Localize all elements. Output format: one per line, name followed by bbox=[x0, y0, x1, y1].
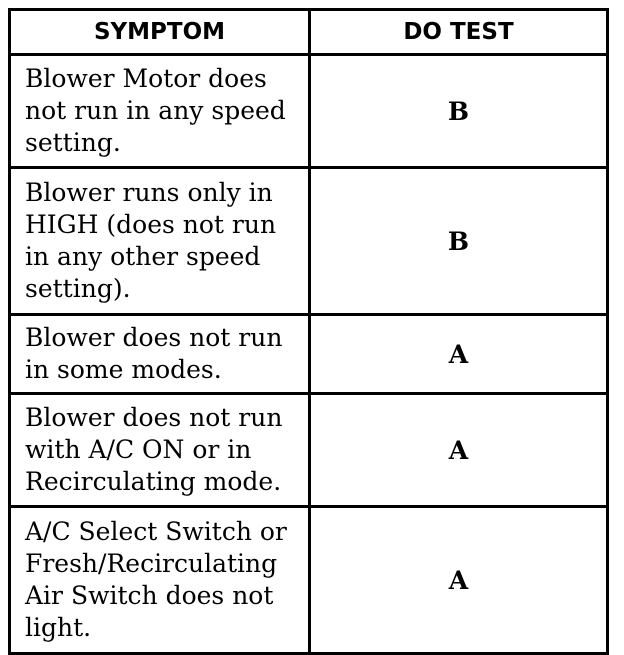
header-symptom: SYMPTOM bbox=[10, 10, 310, 55]
symptom-test-table bbox=[8, 8, 609, 655]
symptom-cell: Blower runs only in HIGH (does not run in any other speed setting). bbox=[10, 168, 310, 315]
table-row bbox=[10, 315, 608, 394]
header-do-test: DO TEST bbox=[310, 10, 608, 55]
symptom-cell: Blower does not run in some modes. bbox=[10, 315, 310, 394]
table-body bbox=[10, 55, 608, 654]
test-cell: B bbox=[310, 168, 608, 315]
table-row bbox=[10, 55, 608, 168]
table-row bbox=[10, 507, 608, 654]
symptom-cell: A/C Select Switch or Fresh/Recirculating Air Switch does not light. bbox=[10, 507, 310, 654]
symptom-cell: Blower does not run with A/C ON or in Recirculating mode. bbox=[10, 394, 310, 507]
header-row bbox=[10, 10, 608, 55]
test-cell: A bbox=[310, 315, 608, 394]
diagnostic-table-container bbox=[8, 8, 606, 640]
symptom-cell: Blower Motor does not run in any speed setting. bbox=[10, 55, 310, 168]
table-header bbox=[10, 10, 608, 55]
test-cell: B bbox=[310, 55, 608, 168]
test-cell: A bbox=[310, 394, 608, 507]
table-row bbox=[10, 394, 608, 507]
test-cell: A bbox=[310, 507, 608, 654]
table-row bbox=[10, 168, 608, 315]
